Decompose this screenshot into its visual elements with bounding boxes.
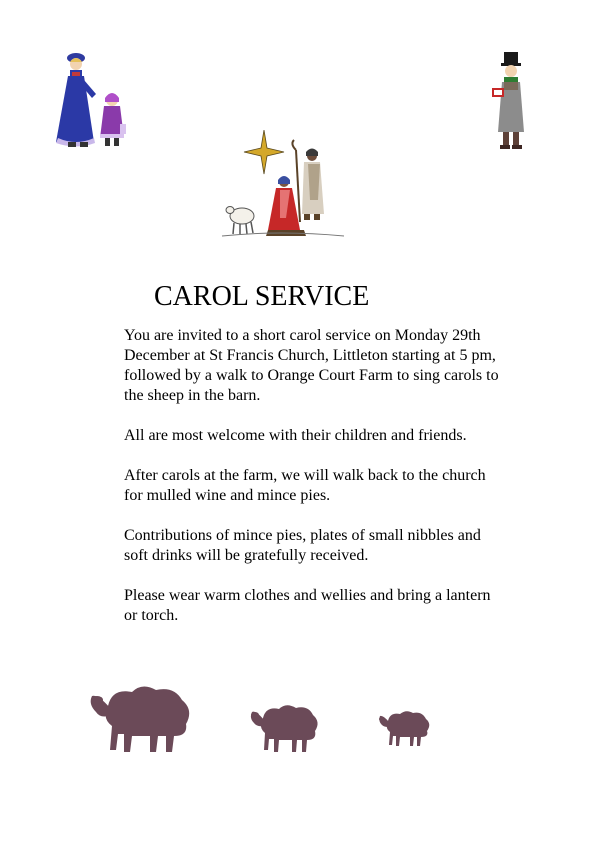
flyer-body	[124, 326, 504, 646]
welcome-paragraph: All are most welcome with their children and friends.	[124, 427, 467, 444]
clothing-paragraph: Please wear warm clothes and wellies and bring a lantern or torch.	[124, 587, 491, 624]
nativity-shepherds-illustration	[220, 130, 346, 244]
refreshments-paragraph: After carols at the farm, we will walk back to the church for mulled wine and mince pies.	[124, 467, 486, 504]
mother-and-child-carolers-illustration	[50, 50, 134, 152]
sheep-large-icon	[88, 676, 194, 756]
flyer-title: CAROL SERVICE	[154, 281, 370, 312]
sheep-small-icon	[378, 706, 432, 748]
invitation-paragraph: You are invited to a short carol service on Monday 29th December at St Francis Church, Littleton starting at 5 pm, followed by a walk to Orange Court Farm to sing carols to the sheep in the barn.	[124, 327, 499, 404]
contributions-paragraph: Contributions of mince pies, plates of small nibbles and soft drinks will be gratefully received.	[124, 527, 481, 564]
sheep-medium-icon	[249, 698, 321, 754]
gentleman-caroler-illustration	[490, 50, 532, 154]
